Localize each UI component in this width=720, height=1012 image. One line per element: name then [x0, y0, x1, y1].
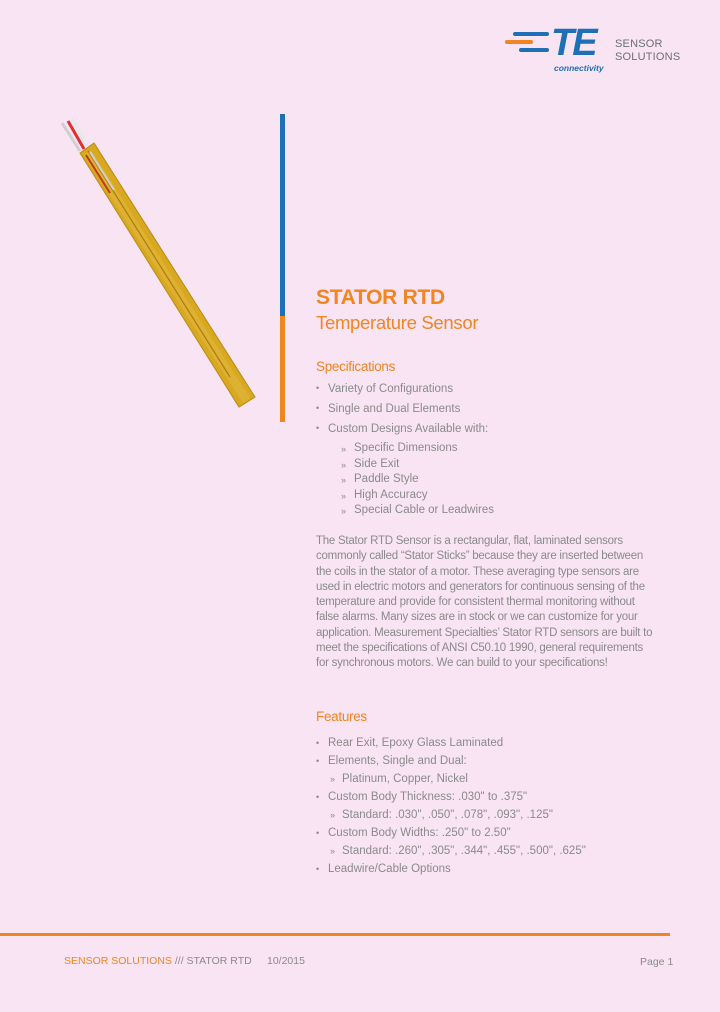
- footer-section: SENSOR SOLUTIONS /// STATOR RTD: [64, 955, 252, 967]
- arrow-icon: »: [341, 459, 347, 470]
- te-logo: [505, 22, 695, 80]
- description-paragraph: The Stator RTD Sensor is a rectangular, flat, laminated sensors commonly called “Stator Sticks” because they are inserted between the coils in the stator of a motor. These averaging type sensors are used in electric motors and generators for continuous sensing of the temperature and provide for consistent thermal monitoring without false alarms. Many sizes are in stock or we can customize for your application. Measurement Specialties’ Stator RTD sensors are built to meet the specifications of ANSI C50.10 1990, general requirements for synchronous motors. We can build to your specifications!: [316, 535, 653, 670]
- product-subtitle: Temperature Sensor: [316, 312, 479, 333]
- specifications-heading: Specifications: [316, 359, 396, 374]
- list-item: » Special Cable or Leadwires: [316, 503, 494, 519]
- arrow-icon: »: [330, 846, 336, 856]
- logo-mark: TE: [551, 22, 596, 64]
- list-item: • Single and Dual Elements: [316, 403, 461, 415]
- division-line1: SENSOR: [615, 38, 663, 50]
- stator-sensor-image: [50, 115, 270, 415]
- footer-date: 10/2015: [267, 955, 305, 967]
- features-heading: Features: [316, 709, 367, 724]
- product-title: STATOR RTD: [316, 286, 445, 309]
- list-item: • Variety of Configurations: [316, 383, 454, 395]
- list-item: • Elements, Single and Dual:: [316, 755, 467, 767]
- list-item: • Rear Exit, Epoxy Glass Laminated: [316, 737, 504, 749]
- logo-tagline: connectivity: [554, 63, 604, 73]
- arrow-icon: »: [330, 774, 336, 784]
- features-list: [316, 734, 586, 878]
- arrow-icon: »: [341, 506, 347, 516]
- leadwires-icon: [62, 119, 87, 151]
- list-item: • Custom Body Thickness: .030" to .375": [316, 791, 528, 803]
- arrow-icon: »: [341, 475, 347, 485]
- list-item: » Specific Dimensions: [316, 441, 494, 457]
- page-number: Page 1: [640, 956, 674, 968]
- list-item: » Side Exit: [316, 457, 494, 473]
- list-item: • Custom Designs Available with:: [316, 423, 489, 435]
- list-sub-item: » Platinum, Copper, Nickel: [316, 770, 586, 788]
- logo-stripes-icon: [505, 32, 553, 60]
- list-sub-item: » Standard: .030", .050", .078", .093", .125": [316, 806, 586, 824]
- list-item: » High Accuracy: [316, 488, 494, 504]
- division-name: [615, 38, 680, 64]
- specifications-list: [316, 383, 494, 519]
- divider-bar-orange: [280, 316, 285, 422]
- arrow-icon: »: [330, 810, 336, 820]
- list-item: » Paddle Style: [316, 472, 494, 488]
- divider-bar-blue: [280, 114, 285, 316]
- list-item: • Leadwire/Cable Options: [316, 863, 451, 875]
- footer-rule: [0, 933, 670, 936]
- list-item: • Custom Body Widths: .250" to 2.50": [316, 827, 511, 839]
- arrow-icon: »: [341, 444, 347, 454]
- division-line2: SOLUTIONS: [615, 51, 681, 63]
- arrow-icon: »: [341, 490, 347, 501]
- list-sub-item: » Standard: .260", .305", .344", .455", .500", .625": [316, 842, 586, 860]
